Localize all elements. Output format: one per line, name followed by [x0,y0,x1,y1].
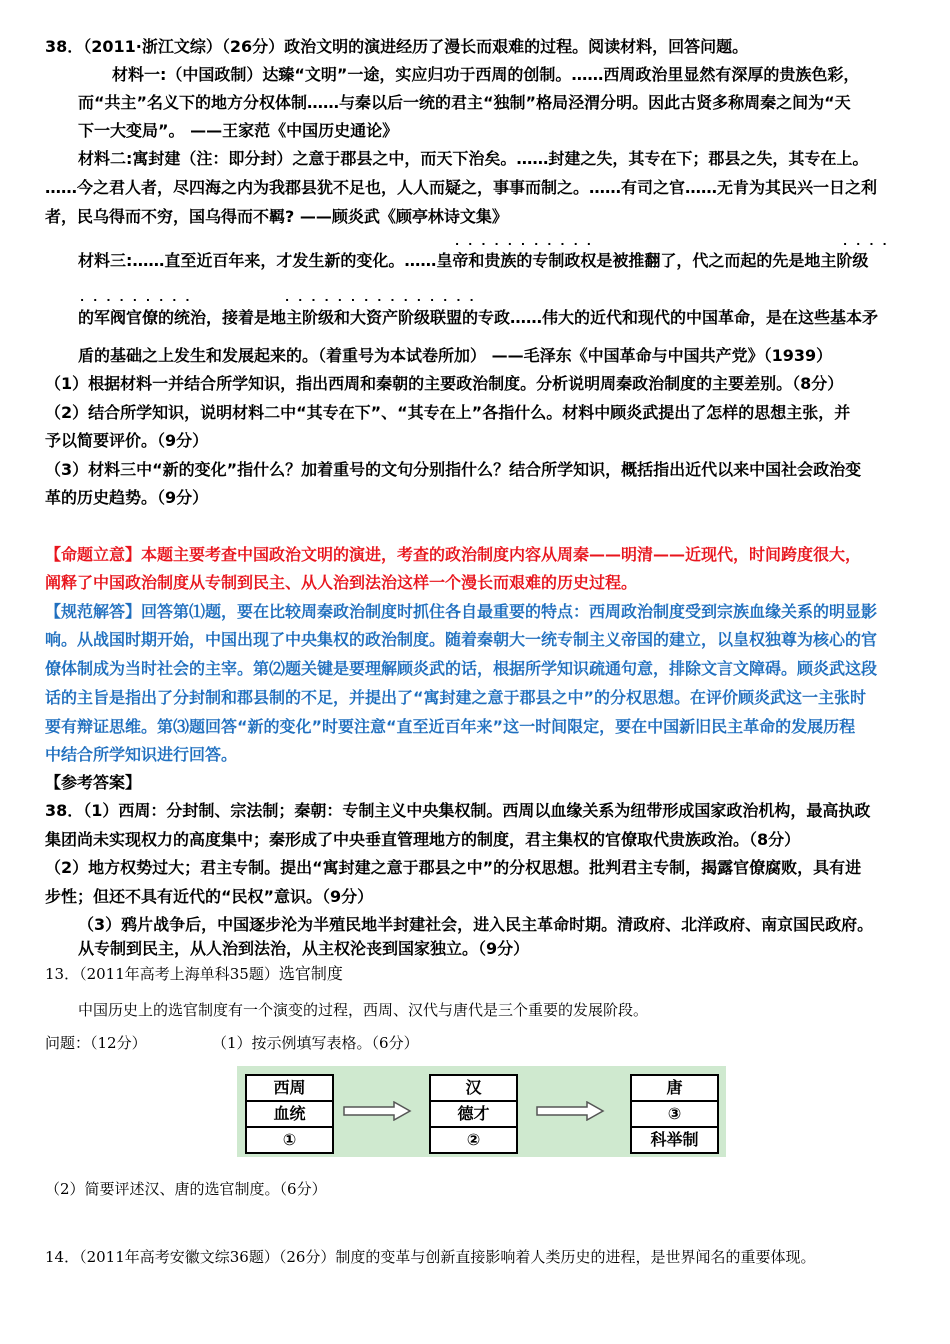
emphasis-dots: ........... [455,235,600,248]
q13-title: 选官制度 [278,964,343,983]
standard-answer-line5: 要有辩证思维。第⑶题回答“新的变化”时要注意“直至近百年来”这一时间限定，要在中国新旧民主革命的发展历程 [45,717,856,736]
material1-line3: 下一大变局”。 ——王家范《中国历史通论》 [78,121,399,140]
material2-line3: 者，民乌得而不穷，国乌得而不羁? ——顾炎武《顾亭林诗文集》 [45,207,508,226]
era-basis: 德才 [431,1102,516,1128]
era-box-tang [630,1074,719,1154]
era-name: 唐 [632,1076,717,1102]
era-name: 汉 [431,1076,516,1102]
intent-line2: 阐释了中国政治制度从专制到民主、从人治到法治这样一个漫长而艰难的历史过程。 [45,573,638,592]
material3-line2: 的军阀官僚的统治，接着是地主阶级和大资产阶级联盟的专政……伟大的近代和现代的中国革命，是在这些基本矛 [78,308,879,327]
era-basis: ③ [632,1102,717,1128]
q13-sub1: （1）按示例填写表格。（6分） [212,1034,419,1052]
question-2-line1: （2）结合所学知识，说明材料二中“其专在下”、“其专在上”各指什么。材料中顾炎武提出了怎样的思想主张，并 [45,403,851,422]
era-name: 西周 [247,1076,332,1102]
material1-line1: 材料一:（中国政制）达臻“文明”一途，实应归功于西周的创制。……西周政治里显然有深厚的贵族色彩， [112,65,860,84]
q14-text: 14．（2011年高考安徽文综36题）（26分）制度的变革与创新直接影响着人类历史的进程，是世界闻名的重要体现。 [45,1248,816,1266]
answer-1-line2: 集团尚未实现权力的高度集中；秦形成了中央垂直管理地方的制度，君主集权的官僚取代贵族政治。（8分） [45,830,801,849]
standard-answer-line2: 响。从战国时期开始，中国出现了中央集权的政治制度。随着秦朝大一统专制主义帝国的建立，以皇权独尊为核心的官 [45,630,878,649]
reference-answer-label: 【参考答案】 [45,773,142,792]
q13-sub2: （2）简要评述汉、唐的选官制度。（6分） [45,1180,327,1198]
answer-3-line1: （3）鸦片战争后，中国逐步沦为半殖民地半封建社会，进入民主革命时期。清政府、北洋政府、南京国民政府。 [78,915,874,934]
question-2-line2: 予以简要评价。（9分） [45,431,209,450]
question-1: （1）根据材料一并结合所学知识，指出西周和秦朝的主要政治制度。分析说明周秦政治制度的主要差别。（8分） [45,374,844,393]
material3-line3: 盾的基础之上发生和发展起来的。（着重号为本试卷所加） ——毛泽东《中国革命与中国共产党》（1939） [78,346,833,365]
material1-line2: 而“共主”名义下的地方分权体制……与秦以后一统的君主“独制”格局泾渭分明。因此古贤多称周秦之间为“天 [78,93,851,112]
emphasis-dots: ......... [80,291,199,304]
q13-heading [45,963,343,985]
standard-answer-line3: 僚体制成为当时社会的主宰。第⑵题关键是要理解顾炎武的话，根据所学知识疏通句意，排除文言文障碍。顾炎武这段 [45,659,878,678]
emphasis-dots: ............... [285,291,483,304]
material3-line1: 材料三:……直至近百年来，才发生新的变化。……皇帝和贵族的专制政权是被推翻了，代之而起的先是地主阶级 [78,251,869,270]
q13-intro: 中国历史上的选官制度有一个演变的过程，西周、汉代与唐代是三个重要的发展阶段。 [78,1001,649,1019]
standard-answer-line4: 话的主旨是指出了分封制和郡县制的不足，并提出了“寓封建之意于郡县之中”的分权思想。在评价顾炎武这一主张时 [45,688,867,707]
material2-line2: ……今之君人者，尽四海之内为我郡县犹不足也，人人而疑之，事事而制之。……有司之官……无肯为其民兴一日之利 [45,178,878,197]
question-3-line1: （3）材料三中“新的变化”指什么？加着重号的文句分别指什么？结合所学知识，概括指出近代以来中国社会政治变 [45,460,862,479]
answer-3-line2: 从专制到民主，从人治到法治，从主权沦丧到国家独立。（9分） [78,939,530,958]
era-system: ① [282,1130,297,1149]
arrow-right-icon [535,1101,605,1121]
answer-2-line1: （2）地方权势过大；君主专制。提出“寓封建之意于郡县之中”的分权思想。批判君主专制，揭露官僚腐败，具有进 [45,858,862,877]
era-system: 科举制 [650,1130,699,1149]
q13-question-label: 问题：（12分） [45,1034,147,1052]
emphasis-dots: .... [843,235,896,248]
answer-1-line1: 38．（1）西周：分封制、宗法制；秦朝：专制主义中央集权制。西周以血缘关系为纽带形成国家政治机构，最高执政 [45,801,871,820]
intent-line1: 【命题立意】本题主要考查中国政治文明的演进，考查的政治制度内容从周秦——明清——近现代，时间跨度很大， [45,545,862,564]
question-3-line2: 革的历史趋势。（9分） [45,488,209,507]
era-basis: 血统 [247,1102,332,1128]
material2-line1: 材料二:寓封建（注：即分封）之意于郡县之中，而天下治矣。……封建之失，其专在下；郡县之失，其专在上。 [78,149,869,168]
era-box-han [429,1074,518,1154]
arrow-right-icon [342,1101,412,1121]
q13-number: 13．（2011年高考上海单科35题） [45,965,279,983]
answer-2-line2: 步性；但还不具有近代的“民权”意识。（9分） [45,887,374,906]
era-system: ② [466,1130,481,1149]
q38-title: 38．（2011·浙江文综）（26分）政治文明的演进经历了漫长而艰难的过程。阅读材料，回答问题。 [45,37,749,56]
era-box-xizhou [245,1074,334,1154]
standard-answer-line1: 【规范解答】回答第⑴题，要在比较周秦政治制度时抓住各自最重要的特点：西周政治制度受到宗族血缘关系的明显影 [45,602,878,621]
standard-answer-line6: 中结合所学知识进行回答。 [45,745,238,764]
selection-flow-diagram [237,1066,726,1157]
